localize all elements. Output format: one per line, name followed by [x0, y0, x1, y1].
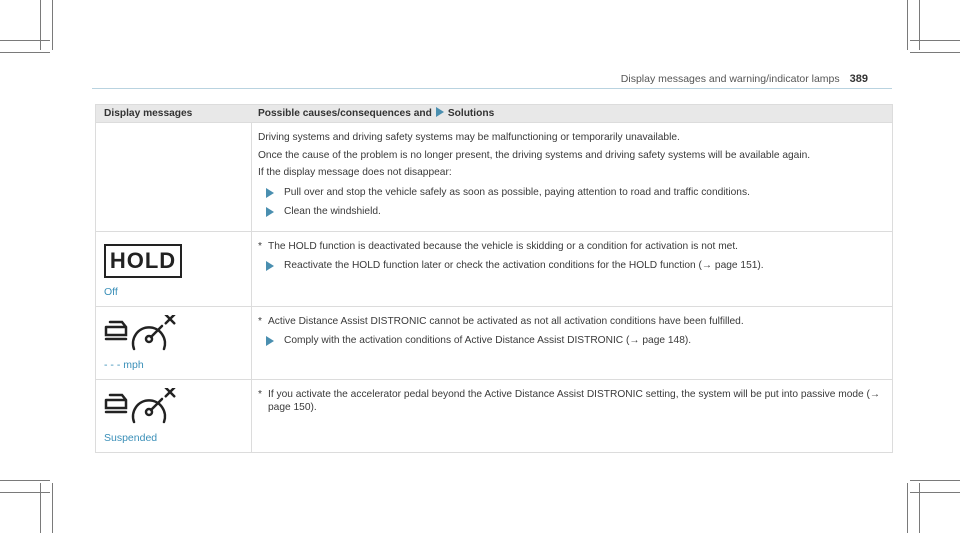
- note-text: Active Distance Assist DISTRONIC cannot be activated as not all activation conditions have been fulfilled.: [268, 315, 744, 327]
- arrow-icon: [266, 207, 274, 217]
- col-header-solutions-text: Solutions: [447, 108, 495, 119]
- footnote-marker: *: [258, 315, 262, 327]
- action-step: [258, 334, 882, 348]
- crop-mark: [907, 483, 908, 533]
- solution-cell: [252, 232, 892, 306]
- col-header-causes: [252, 105, 892, 122]
- solution-cell: [252, 123, 892, 231]
- col-header-causes-text: Possible causes/consequences and: [258, 108, 432, 119]
- action-step: [258, 205, 882, 219]
- display-cell: [96, 123, 252, 231]
- footnote-text: [258, 388, 882, 415]
- running-head: [621, 73, 868, 85]
- footnote-text: [258, 315, 882, 329]
- crop-mark: [919, 483, 920, 533]
- note-text: The HOLD function is deactivated because the vehicle is skidding or a condition for activation is not met.: [268, 240, 739, 252]
- crop-mark: [0, 40, 50, 41]
- display-label: Off: [104, 285, 118, 298]
- distronic-icon: [102, 388, 182, 430]
- header-rule: [92, 88, 892, 89]
- solution-cell: [252, 380, 892, 452]
- crop-mark: [910, 480, 960, 481]
- footnote-marker: *: [258, 388, 262, 400]
- crop-mark: [40, 483, 41, 533]
- crop-mark: [910, 492, 960, 493]
- step-text: Comply with the activation conditions of Active Distance Assist DISTRONIC (→ page 148).: [284, 335, 692, 346]
- running-title: Display messages and warning/indicator lamps: [620, 73, 840, 85]
- crop-mark: [0, 492, 50, 493]
- hold-icon: HOLD: [104, 244, 182, 278]
- crop-mark: [0, 52, 50, 53]
- step-text: Pull over and stop the vehicle safely as soon as possible, paying attention to road and traffic conditions.: [284, 186, 750, 198]
- crop-mark: [919, 0, 920, 50]
- table-row: [96, 379, 892, 452]
- display-label: - - - mph: [104, 358, 144, 371]
- display-cell: [96, 232, 252, 306]
- footnote-text: [258, 240, 882, 254]
- crop-mark: [52, 0, 53, 50]
- table-header: [96, 105, 892, 122]
- page-number: 389: [849, 73, 868, 85]
- arrow-icon: [436, 107, 444, 117]
- col-header-display-messages: Display messages: [104, 108, 193, 119]
- crop-mark: [40, 0, 41, 50]
- paragraph: Once the cause of the problem is no longer present, the driving systems and driving safety systems will be available again.: [258, 149, 811, 161]
- messages-table: [95, 104, 893, 453]
- crop-mark: [907, 0, 908, 50]
- arrow-icon: [266, 188, 274, 198]
- paragraph: If the display message does not disappear:: [258, 167, 452, 178]
- table-row: [96, 306, 892, 379]
- paragraph: Driving systems and driving safety systems may be malfunctioning or temporarily unavailable.: [258, 132, 680, 143]
- step-text: Reactivate the HOLD function later or check the activation conditions for the HOLD function (→ page 151).: [284, 260, 764, 271]
- footnote-marker: *: [258, 240, 262, 252]
- action-step: [258, 259, 882, 273]
- step-text: Clean the windshield.: [284, 206, 381, 217]
- crop-mark: [910, 52, 960, 53]
- action-step: [258, 186, 882, 200]
- crop-mark: [52, 483, 53, 533]
- solution-cell: [252, 307, 892, 379]
- table-row: [96, 122, 892, 231]
- crop-mark: [910, 40, 960, 41]
- table-row: [96, 231, 892, 306]
- display-label: Suspended: [104, 431, 158, 444]
- arrow-icon: [266, 261, 274, 271]
- distronic-icon: [102, 315, 182, 357]
- display-cell: [96, 380, 252, 452]
- arrow-icon: [266, 336, 274, 346]
- display-cell: [96, 307, 252, 379]
- note-text: If you activate the accelerator pedal beyond the Active Distance Assist DISTRONIC setting, the system will be put into passive mode (→ page 150).: [268, 388, 881, 413]
- crop-mark: [0, 480, 50, 481]
